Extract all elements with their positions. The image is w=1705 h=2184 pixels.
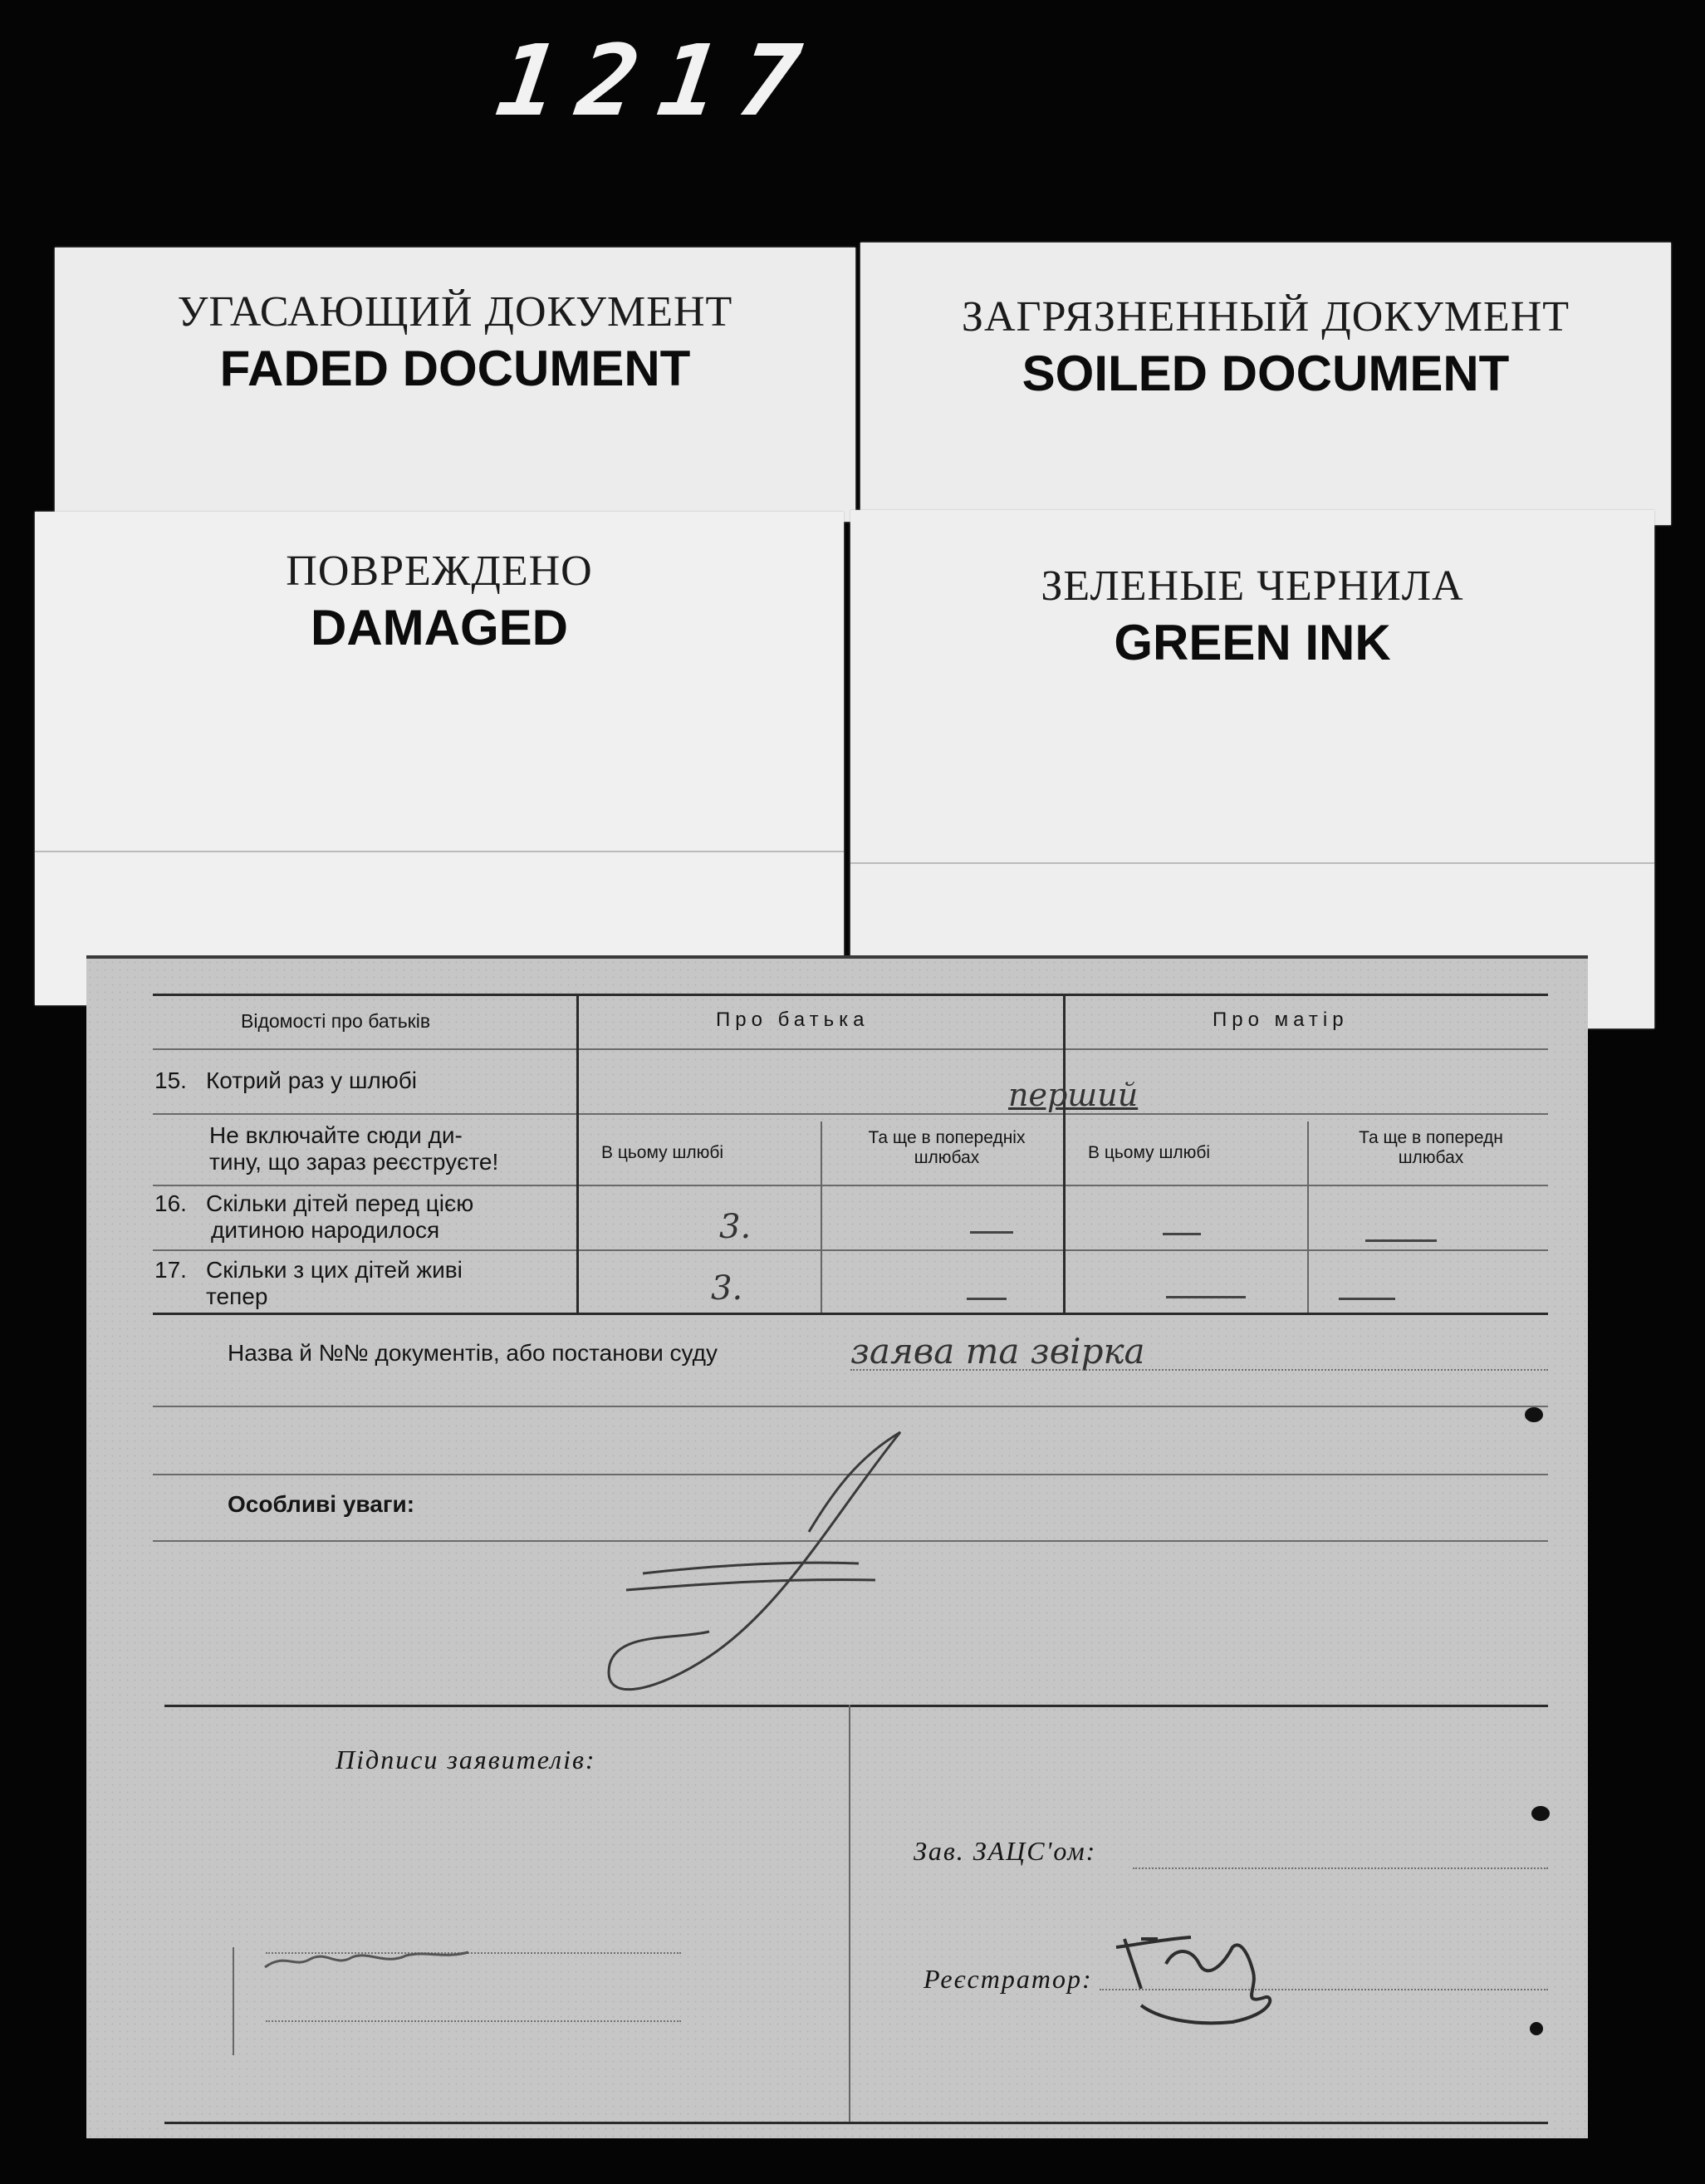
cancellation-flourish [585,1391,1183,1773]
empty-dash [1163,1233,1201,1235]
frame-number: 1217 [490,23,829,138]
card-label-en: DAMAGED [311,600,568,655]
note-line: тину, що зараз реєструєте! [209,1149,499,1175]
punch-hole [1525,1407,1543,1422]
empty-dash [1166,1296,1246,1298]
card-fold-line [850,862,1654,864]
card-label-en: FADED DOCUMENT [219,341,691,396]
card-label-ru: ПОВРЕЖДЕНО [286,547,593,595]
green-ink-card [850,510,1654,1028]
signature-line [1133,1867,1548,1869]
subheader-line: Та ще в попередніх [868,1128,1026,1147]
soiled-document-card [860,243,1671,525]
table-column-rule [1063,994,1066,1313]
row17-father-value: 3. [711,1269,743,1308]
documents-label: Назва й №№ документів, або постанови суду [228,1340,718,1366]
applicant-signature [261,1944,477,1977]
empty-dash [1365,1239,1437,1242]
table-rule [153,1249,1548,1251]
table-bottom-rule [153,1313,1548,1315]
subheader-mother-this-marriage: В цьому шлюбі [1088,1143,1211,1162]
form-bottom-rule [164,2122,1548,2124]
father-header: Про батька [716,1009,870,1031]
table-column-rule [1307,1121,1309,1313]
card-fold-line [35,851,844,852]
card-label-en: SOILED DOCUMENT [1022,346,1510,401]
row-number: 17. [154,1257,187,1283]
table-rule [153,1185,1548,1186]
row16-father-value: 3. [719,1208,752,1246]
row15-father-value: перший [1008,1077,1139,1113]
row-number: 15. [154,1067,187,1093]
remarks-label: Особливі уваги: [228,1491,415,1517]
table-column-rule [576,994,579,1313]
signature-divider [849,1705,850,2123]
civil-registry-form [86,955,1588,2138]
parents-info-header: Відомості про батьків [241,1010,431,1032]
faded-document-card [55,248,855,522]
card-label-ru: УГАСАЮЩИЙ ДОКУМЕНТ [177,288,733,336]
subheader-line: Та ще в попередн [1359,1128,1503,1147]
row-number: 16. [154,1190,187,1216]
signature-section-rule [164,1705,1548,1707]
registrar-label: Реєстратор: [924,1964,1093,1994]
row17-label-line: Скільки з цих дітей живі [206,1257,463,1283]
table-rule [153,1113,1548,1115]
row15-label: Котрий раз у шлюбі [206,1067,418,1093]
row16-label-line: дитиною народилося [211,1217,440,1243]
zags-head-label: Зав. ЗАЦС'ом: [914,1836,1097,1866]
subheader-this-marriage: В цьому шлюбі [601,1143,724,1162]
empty-dash [970,1231,1013,1234]
subheader-mother-previous [1327,1128,1535,1168]
mother-header: Про матір [1213,1009,1349,1031]
row17-label-line: тепер [206,1283,268,1309]
punch-hole [1530,2022,1543,2035]
empty-dash [1339,1298,1395,1300]
signature-bracket [233,1947,234,2055]
table-top-rule [153,994,1548,996]
card-label-en: GREEN INK [1114,615,1391,670]
table-column-rule [821,1121,822,1313]
dotted-line [850,1369,1548,1371]
note-line: Не включайте сюди ди- [209,1122,463,1148]
documents-value: заява та звірка [850,1331,1145,1372]
table-rule [153,1048,1548,1050]
row16-label-line: Скільки дітей перед цією [206,1190,474,1216]
registrar-signature [1108,1914,1324,2047]
damaged-card [35,512,844,1005]
subheader-line: шлюбах [914,1148,980,1167]
punch-hole [1531,1806,1550,1821]
signatures-label: Підписи заявителів: [336,1745,596,1774]
subheader-previous [839,1128,1055,1168]
card-label-ru: ЗЕЛЕНЫЕ ЧЕРНИЛА [1041,562,1464,610]
card-label-ru: ЗАГРЯЗНЕННЫЙ ДОКУМЕНТ [961,293,1570,341]
empty-dash [967,1298,1007,1300]
subheader-line: шлюбах [1398,1148,1464,1167]
signature-line [266,2020,681,2022]
